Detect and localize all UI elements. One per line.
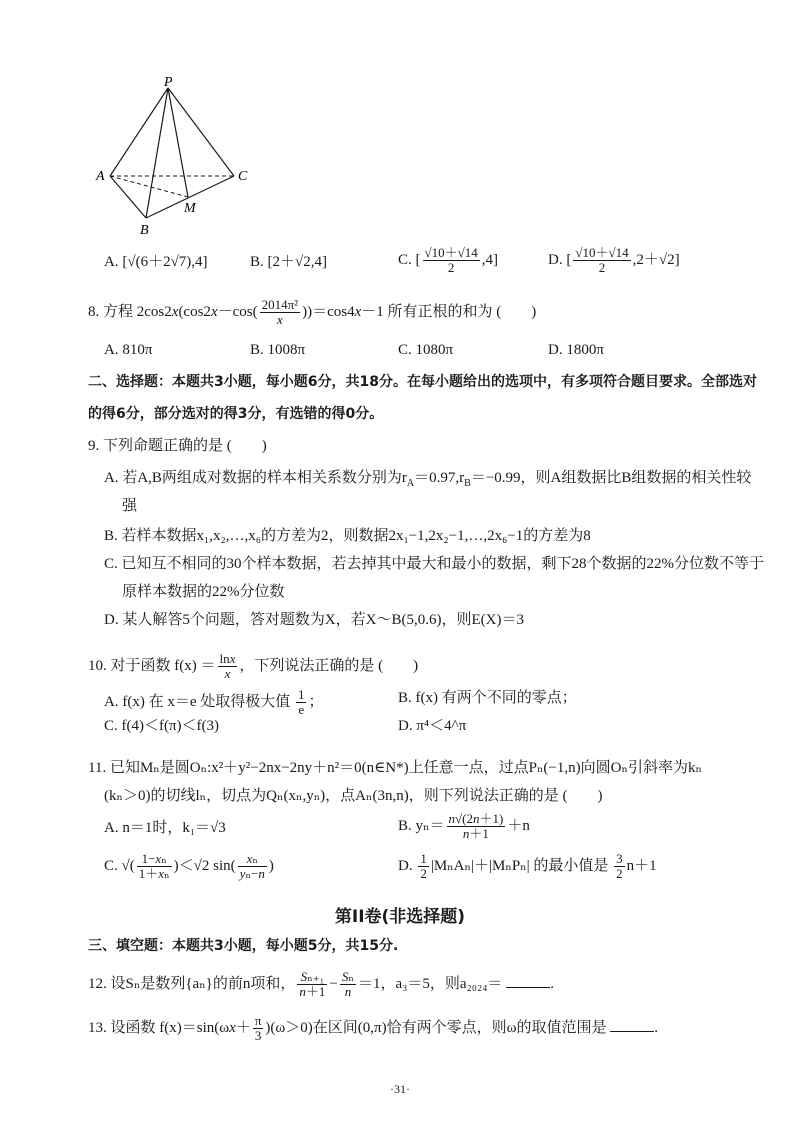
q9-option-c-line2: 原样本数据的22%分位数 (122, 584, 285, 600)
tetrahedron-figure (88, 76, 268, 236)
label-C: C (238, 169, 248, 184)
q9-stem: 9. 下列命题正确的是 ( ) (88, 438, 267, 454)
section2-line1: 二、选择题：本题共3小题，每小题6分，共18分。在每小题给出的选项中，有多项符合题目要求。全部选对 (88, 374, 757, 390)
q11-stem-line1: 11. 已知Mₙ是圆Oₙ:x²＋y²−2nx−2ny＋n²＝0(n∈N*)上任意一点，过点Pₙ(−1,n)向圆Oₙ引斜率为kₙ (88, 760, 702, 776)
q11-option-d: D. $\frac{1}{2}$ |MₙAₙ|＋|MₙPₙ| 的最小值是 $\frac{3}{2}$ n＋1 (398, 851, 657, 881)
q11-option-b: B. yₙ＝ $\frac{n√(2n+1)}{n+1}$ ＋n (398, 811, 530, 841)
q9-option-c-line1: C. 已知互不相同的30个样本数据，若去掉其中最大和最小的数据，剩下28个数据的22%分位数不等于 (104, 556, 765, 572)
q13: 13. 设函数 f(x)＝sin(ωx＋ $\frac{\pi}{3}$ )(ω＞0)在区间(0,π)恰有两个零点，则ω的取值范围是 . (88, 1013, 658, 1043)
q10-stem: 10. 对于函数 f(x) ＝ $\frac{\ln x}{x}$ ，下列说法正确的是 ( ) (88, 651, 419, 681)
q8-stem: 8. 方程 2cos2x(cos2x－cos( $\frac{\text{2014π²}}{x}$ ))＝cos4x－1 所有正根的和为 ( ) (88, 297, 537, 327)
q9-option-a-line2: 强 (122, 498, 138, 514)
q8-option-d: D. 1800π (548, 342, 604, 358)
q9-option-d: D. 某人解答5个问题，答对题数为X，若X～B(5,0.6)，则E(X)＝3 (104, 612, 524, 628)
q11-option-a: A. n＝1时，k₁＝√3 (104, 820, 226, 836)
part2-title: 第II卷(非选择题) (334, 907, 466, 927)
q11-stem-line2: (kₙ＞0)的切线lₙ，切点为Qₙ(xₙ,yₙ)，点Aₙ(3n,n)，则下列说法正确的是 ( ) (104, 788, 603, 804)
section2-line2: 的得6分，部分选对的得3分，有选错的得0分。 (88, 406, 384, 422)
label-P: P (164, 76, 173, 90)
q12: 12. 设Sₙ是数列{aₙ}的前n项和， $\frac{\text{Sₙ₊₁}}{n+1}$ − $\frac{\text{Sₙ}}{n}$ ＝1，a₃＝5，则a₂₀₂₄＝ . (88, 969, 554, 999)
q10-option-c: C. f(4)＜f(π)＜f(3) (104, 718, 220, 734)
q10-option-a: A. f(x) 在 x＝e 处取得极大值 $\frac{1}{e}$ ； (104, 687, 324, 717)
q7-option-d: D. [ $\frac{√10+√14}{2}$ ,2＋√2] (548, 245, 680, 275)
q10-option-b: B. f(x) 有两个不同的零点； (398, 690, 577, 706)
q9-option-b: B. 若样本数据x₁,x₂,…,x₆的方差为2，则数据2x₁−1,2x₂−1,…,2x₆−1的方差为8 (104, 528, 591, 544)
q7-option-c: C. [ $\frac{√10+√14}{2}$ ,4] (398, 245, 499, 275)
page-number: ·31· (390, 1082, 410, 1096)
label-A: A (96, 169, 105, 184)
q9-option-a-line1: A. 若A,B两组成对数据的样本相关系数分别为$r_A=0.97,r_B=-0.99$，则A组数据比B组数据的相关性较 (104, 470, 752, 489)
section3-heading: 三、填空题：本题共3小题，每小题5分，共15分. (88, 938, 399, 954)
q8-option-b: B. 1008π (250, 342, 306, 358)
q8-option-c: C. 1080π (398, 342, 454, 358)
q12-answer-blank[interactable] (506, 973, 550, 988)
q8-option-a: A. 810π (104, 342, 153, 358)
q10-option-d: D. π⁴＜4^π (398, 718, 467, 734)
q13-answer-blank[interactable] (610, 1017, 654, 1032)
label-B: B (140, 223, 149, 236)
label-M: M (184, 201, 196, 216)
q11-option-c: C. √( $\frac{\text{1−xₙ}}{\text{1＋xₙ}}$ )＜√2 sin( $\frac{\text{xₙ}}{\text{yₙ−n}}$ ) (104, 851, 274, 881)
q7-option-b: B. [2＋√2,4] (250, 254, 327, 270)
q7-option-a: A. [√(6＋2√7),4] (104, 254, 208, 270)
